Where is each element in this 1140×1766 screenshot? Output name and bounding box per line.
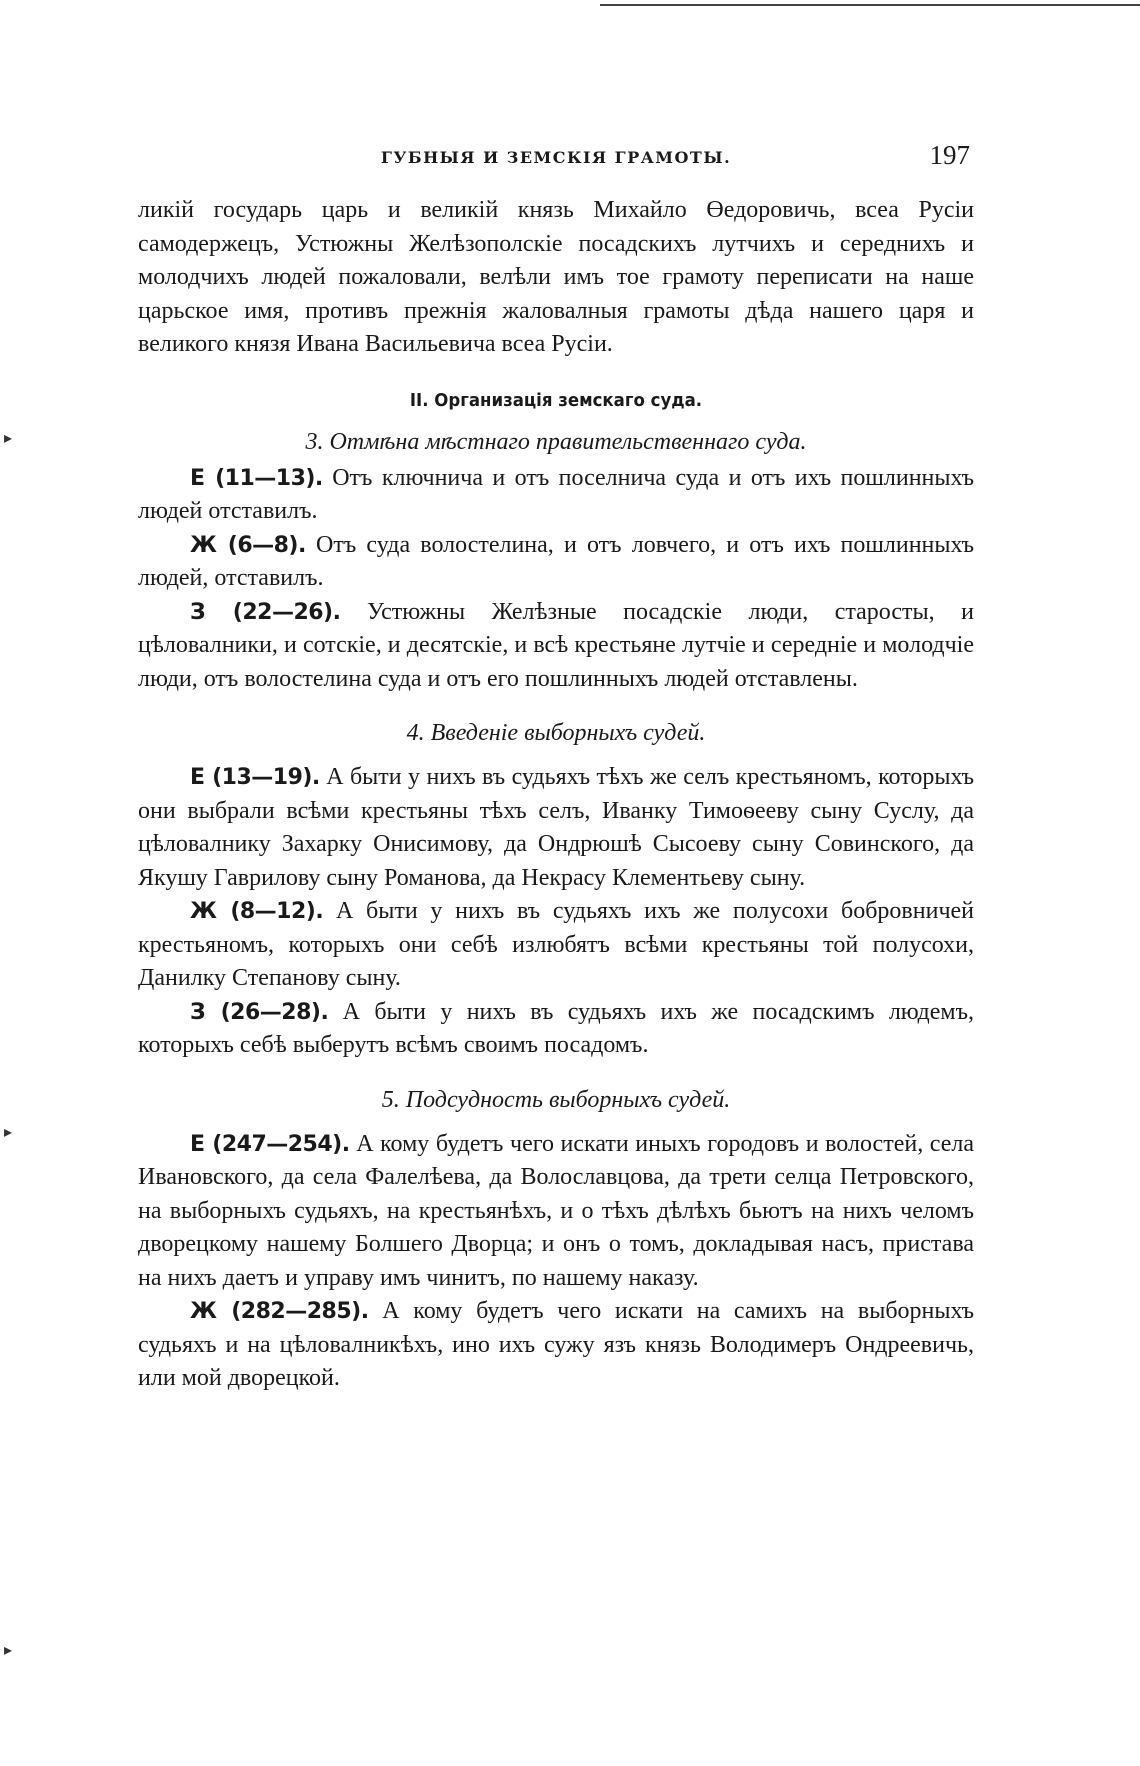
subsection-title: 4. Введеніе выборныхъ судей. <box>406 720 706 746</box>
entry-reference: Е (11—13). <box>190 465 323 491</box>
entry-paragraph <box>138 996 974 1063</box>
entry-reference: З (26—28). <box>190 999 329 1025</box>
entry-text: А быти у нихъ въ судьяхъ ихъ же полусохи бобровничей крестьяномъ, которыхъ они себѣ излюбятъ всѣми крестьяны той полусохи, Данилку Степанову сыну. <box>138 898 975 991</box>
entry-text: А быти у нихъ въ судьяхъ тѣхъ же селъ крестьяномъ, которыхъ они выбрали всѣми крестьяны тѣхъ селъ, Иванку Тимоѳееву сыну Суслу, да цѣловалнику Захарку Онисимову, да Ондрюшѣ Сысоеву сыну Совинского, да Якушу Гаврилову сыну Романова, да Некрасу Клементьеву сыну. <box>138 764 975 891</box>
entry-reference: Е (13—19). <box>190 765 320 790</box>
subsection-title: 3. Отмѣна мѣстнаго правительственнаго суда. <box>305 428 807 455</box>
running-header <box>138 140 974 174</box>
section-title: II. Организація земскаго суда. <box>409 389 703 411</box>
entry-paragraph <box>138 1128 974 1296</box>
entry-text: Устюжны Желѣзные посадскіе люди, старосты, и цѣловалники, и сотскіе, и десятскіе, и всѣ крестьяне лутчіе и середніе и молодчіе люди, отъ волостелина суда и отъ его пошлинныхъ людей отставлены. <box>138 598 974 692</box>
page-number: 197 <box>929 140 970 170</box>
entry-reference: З (22—26). <box>190 599 341 625</box>
top-edge-rule <box>600 4 1140 6</box>
entry-text: А кому будетъ чего искати на самихъ на выборныхъ судьяхъ и на цѣловалникѣхъ, ино ихъ сужу язъ князь Володимеръ Ондреевичь, или мой дворецкой. <box>138 1298 975 1391</box>
entry-paragraph <box>138 895 974 996</box>
entry-reference: Ж (8—12). <box>190 899 324 924</box>
entry-paragraph <box>138 529 974 596</box>
page-body <box>138 140 974 1396</box>
entry-text: А быти у нихъ въ судьяхъ ихъ же посадскимъ людемъ, которыхъ себѣ выберутъ всѣмъ своимъ посадомъ. <box>138 998 974 1058</box>
entry-paragraph <box>138 761 974 895</box>
intro-paragraph: ликій государь царь и великій князь Михайло Өедоровичь, всеа Русіи самодержецъ, Устюжны Желѣзополскіе посадскихъ лутчихъ и середнихъ и молодчихъ людей пожаловали, велѣли имъ тое грамоту переписати на наше царьское имя, противъ прежнія жаловалныя грамоты дѣда нашего царя и великого князя Ивана Васильевича всеа Русіи. <box>138 197 974 357</box>
margin-mark: ▸ <box>4 428 13 447</box>
entry-text: А кому будетъ чего искати иныхъ городовъ и волостей, села Ивановского, да села Фалелѣева, да Волославцова, да трети селца Петровского, на выборныхъ судьяхъ, на крестьянѣхъ, и о тѣхъ дѣлѣхъ бьютъ на нихъ челомъ дворецкому нашему Болшего Дворца; и онъ о томъ, докладывая насъ, пристава на нихъ даетъ и управу имъ чинитъ, по нашему наказу. <box>138 1130 975 1291</box>
margin-mark: ▸ <box>4 1640 13 1659</box>
entry-reference: Е (247—254). <box>190 1131 350 1157</box>
entry-paragraph <box>138 462 974 529</box>
entry-text: Отъ суда волостелина, и отъ ловчего, и отъ ихъ пошлинныхъ людей, отставилъ. <box>138 531 974 591</box>
entry-reference: Ж (282—285). <box>190 1299 369 1324</box>
entry-paragraph <box>138 1295 974 1396</box>
entry-paragraph <box>138 596 974 697</box>
entry-text: Отъ ключнича и отъ поселнича суда и отъ ихъ пошлинныхъ людей отставилъ. <box>138 464 975 524</box>
entry-reference: Ж (6—8). <box>190 532 306 558</box>
subsection-title: 5. Подсудность выборныхъ судей. <box>381 1086 731 1113</box>
margin-mark: ▸ <box>4 1122 13 1141</box>
running-title: ГУБНЫЯ И ЗЕМСКІЯ ГРАМОТЫ. <box>380 148 732 167</box>
